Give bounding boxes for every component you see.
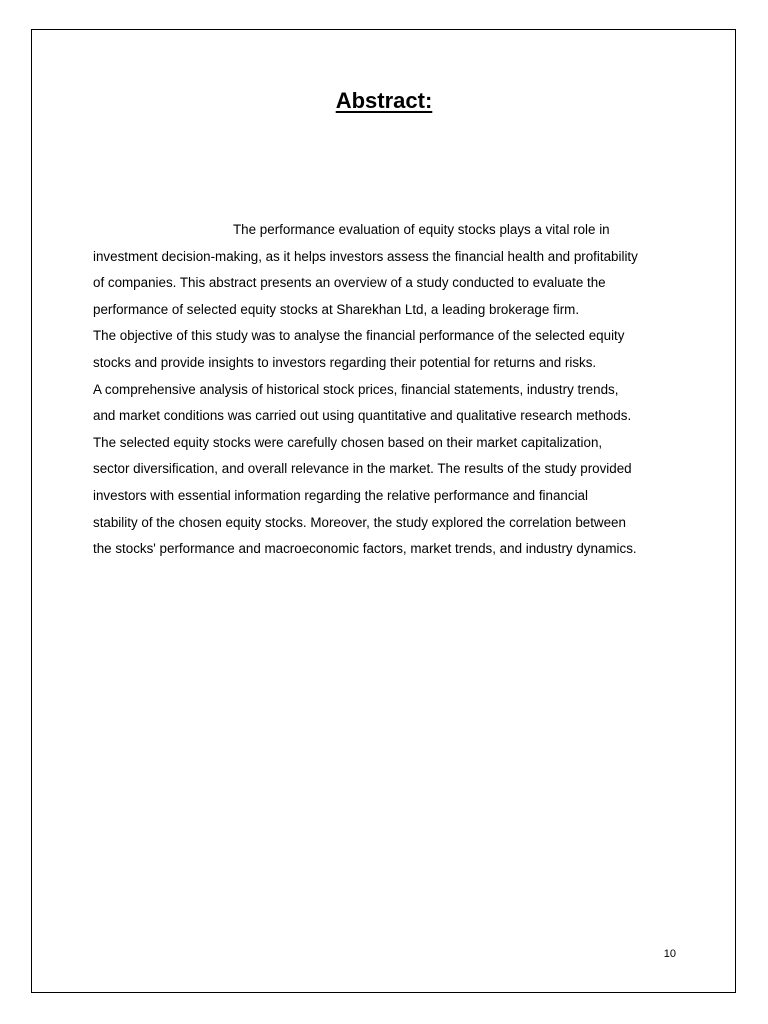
abstract-line: stability of the chosen equity stocks. Moreover, the study explored the correlation between (93, 514, 626, 530)
abstract-line: stocks and provide insights to investors regarding their potential for returns and risks. (93, 354, 597, 370)
abstract-line: and market conditions was carried out using quantitative and qualitative research methods. (93, 408, 632, 424)
abstract-line: the stocks' performance and macroeconomic factors, market trends, and industry dynamics. (93, 541, 637, 557)
page-title: Abstract: (335, 88, 433, 113)
abstract-line: sector diversification, and overall relevance in the market. The results of the study provided (93, 461, 632, 477)
abstract-line: The performance evaluation of equity stocks plays a vital role in (233, 222, 610, 237)
abstract-line: investment decision-making, as it helps investors assess the financial health and profitability (93, 248, 638, 264)
abstract-line: of companies. This abstract presents an overview of a study conducted to evaluate the (93, 275, 606, 291)
abstract-line: A comprehensive analysis of historical stock prices, financial statements, industry trends, (93, 381, 619, 397)
page-number: 10 (663, 948, 676, 960)
abstract-body (93, 217, 693, 563)
abstract-line: investors with essential information regarding the relative performance and financial (93, 487, 588, 503)
abstract-line: The objective of this study was to analyse the financial performance of the selected equity (93, 328, 625, 344)
abstract-line: The selected equity stocks were carefully chosen based on their market capitalization, (93, 434, 603, 450)
abstract-line: performance of selected equity stocks at Sharekhan Ltd, a leading brokerage firm. (93, 301, 580, 317)
